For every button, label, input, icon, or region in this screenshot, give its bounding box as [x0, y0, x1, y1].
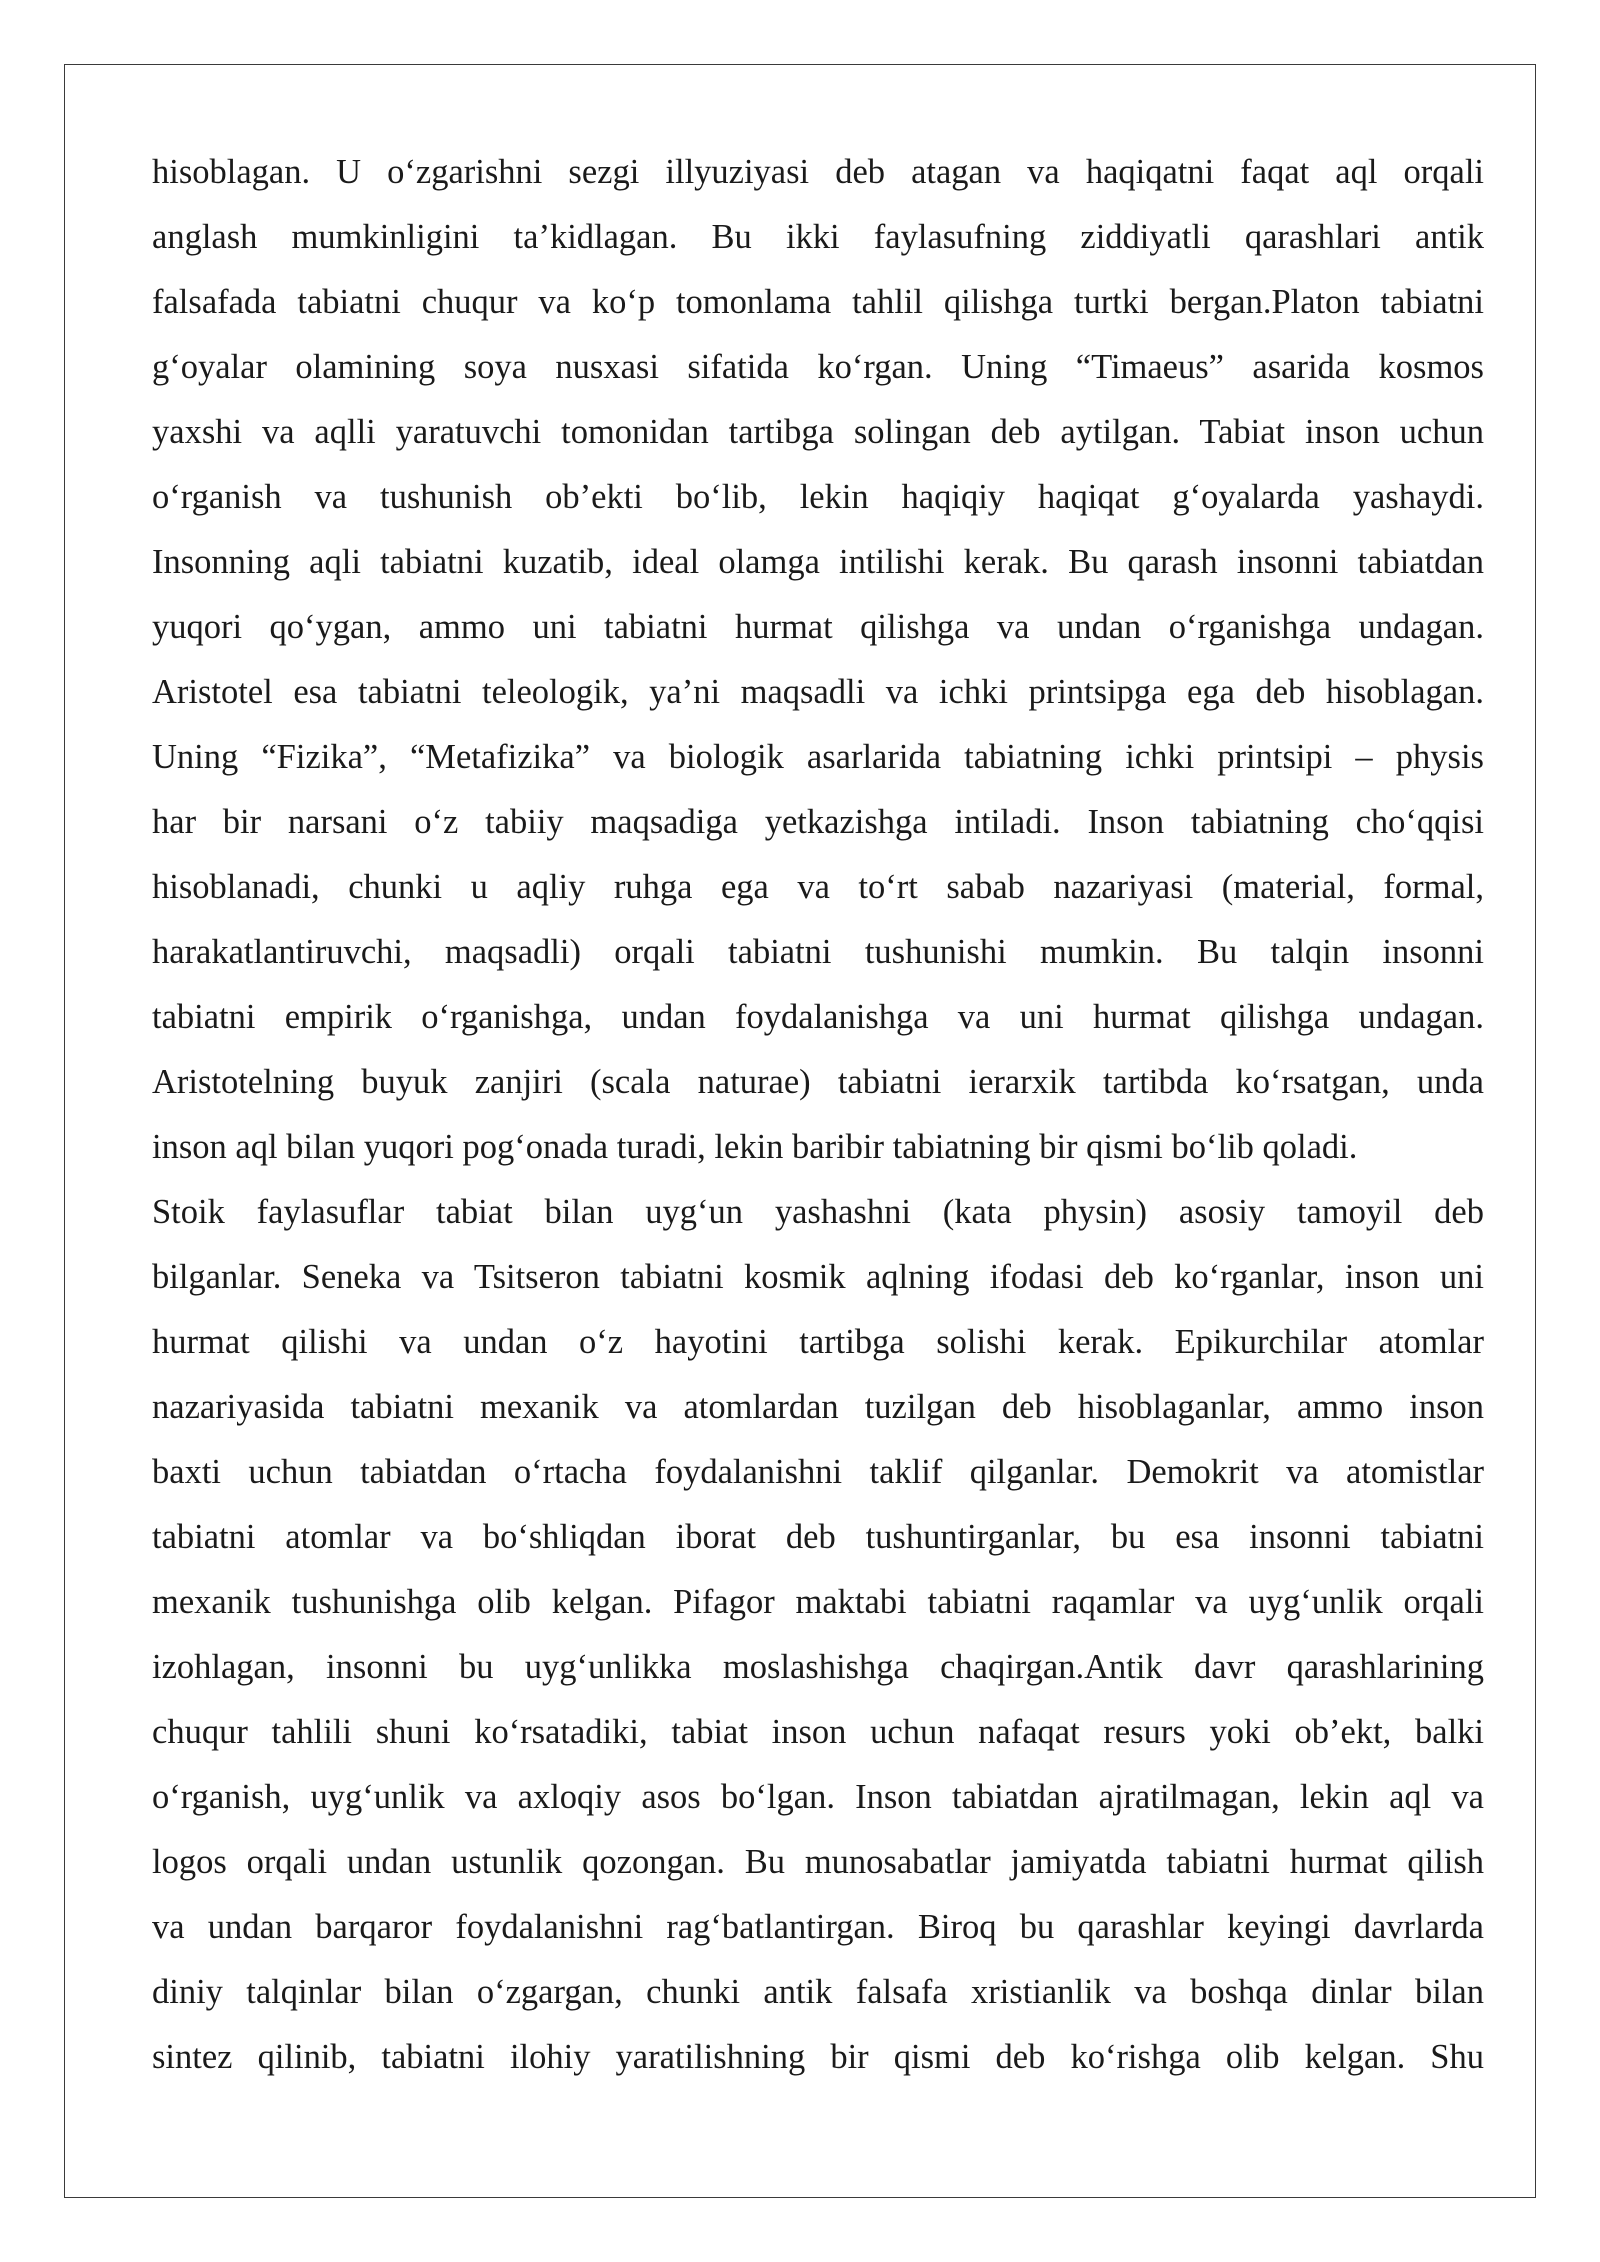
text-line: Aristotelning buyuk zanjiri (scala naturae) tabiatni ierarxik tartibda ko‘rsatgan, unda — [152, 1063, 1484, 1101]
text-line: baxti uchun tabiatdan o‘rtacha foydalanishni taklif qilganlar. Demokrit va atomistlar — [152, 1453, 1484, 1491]
text-line: mexanik tushunishga olib kelgan. Pifagor maktabi tabiatni raqamlar va uyg‘unlik orqali — [152, 1583, 1484, 1621]
text-line: Aristotel esa tabiatni teleologik, ya’ni maqsadli va ichki printsipga ega deb hisoblagan. — [152, 673, 1484, 711]
text-line: hurmat qilishi va undan o‘z hayotini tartibga solishi kerak. Epikurchilar atomlar — [152, 1323, 1484, 1361]
text-line: o‘rganish, uyg‘unlik va axloqiy asos bo‘lgan. Inson tabiatdan ajratilmagan, lekin aql va — [152, 1778, 1484, 1816]
text-line: inson aql bilan yuqori pog‘onada turadi, lekin baribir tabiatning bir qismi bo‘lib qoladi. — [152, 1128, 1358, 1166]
text-line: logos orqali undan ustunlik qozongan. Bu munosabatlar jamiyatda tabiatni hurmat qilish — [152, 1843, 1484, 1881]
text-line: bilganlar. Seneka va Tsitseron tabiatni kosmik aqlning ifodasi deb ko‘rganlar, inson uni — [152, 1258, 1484, 1296]
text-line: Uning “Fizika”, “Metafizika” va biologik asarlarida tabiatning ichki printsipi – physis — [152, 738, 1484, 776]
text-line: yuqori qo‘ygan, ammo uni tabiatni hurmat qilishga va undan o‘rganishga undagan. — [152, 608, 1484, 646]
text-line: hisoblagan. U o‘zgarishni sezgi illyuziyasi deb atagan va haqiqatni faqat aql orqali — [152, 153, 1484, 191]
text-line: hisoblanadi, chunki u aqliy ruhga ega va to‘rt sabab nazariyasi (material, formal, — [152, 868, 1484, 906]
text-line: sintez qilinib, tabiatni ilohiy yaratilishning bir qismi deb ko‘rishga olib kelgan. Shu — [152, 2038, 1484, 2076]
text-line: falsafada tabiatni chuqur va ko‘p tomonlama tahlil qilishga turtki bergan.Platon tabiatni — [152, 283, 1484, 321]
text-line: har bir narsani o‘z tabiiy maqsadiga yetkazishga intiladi. Inson tabiatning cho‘qqisi — [152, 803, 1484, 841]
text-line: Stoik faylasuflar tabiat bilan uyg‘un yashashni (kata physin) asosiy tamoyil deb — [152, 1193, 1484, 1231]
text-line: harakatlantiruvchi, maqsadli) orqali tabiatni tushunishi mumkin. Bu talqin insonni — [152, 933, 1484, 971]
text-line: g‘oyalar olamining soya nusxasi sifatida ko‘rgan. Uning “Timaeus” asarida kosmos — [152, 348, 1484, 386]
text-line: nazariyasida tabiatni mexanik va atomlardan tuzilgan deb hisoblaganlar, ammo inson — [152, 1388, 1484, 1426]
text-line: o‘rganish va tushunish ob’ekti bo‘lib, lekin haqiqiy haqiqat g‘oyalarda yashaydi. — [152, 478, 1484, 516]
text-line: Insonning aqli tabiatni kuzatib, ideal olamga intilishi kerak. Bu qarash insonni tabiatdan — [152, 543, 1484, 581]
text-line: tabiatni empirik o‘rganishga, undan foydalanishga va uni hurmat qilishga undagan. — [152, 998, 1484, 1036]
text-line: izohlagan, insonni bu uyg‘unlikka moslashishga chaqirgan.Antik davr qarashlarining — [152, 1648, 1484, 1686]
text-line: chuqur tahlili shuni ko‘rsatadiki, tabiat inson uchun nafaqat resurs yoki ob’ekt, balki — [152, 1713, 1484, 1751]
text-line: yaxshi va aqlli yaratuvchi tomonidan tartibga solingan deb aytilgan. Tabiat inson uchun — [152, 413, 1484, 451]
text-line: tabiatni atomlar va bo‘shliqdan iborat deb tushuntirganlar, bu esa insonni tabiatni — [152, 1518, 1484, 1556]
text-line: anglash mumkinligini ta’kidlagan. Bu ikki faylasufning ziddiyatli qarashlari antik — [152, 218, 1484, 256]
text-line: va undan barqaror foydalanishni rag‘batlantirgan. Biroq bu qarashlar keyingi davrlarda — [152, 1908, 1484, 1946]
document-body — [152, 140, 1484, 2090]
text-line: diniy talqinlar bilan o‘zgargan, chunki antik falsafa xristianlik va boshqa dinlar bilan — [152, 1973, 1484, 2011]
